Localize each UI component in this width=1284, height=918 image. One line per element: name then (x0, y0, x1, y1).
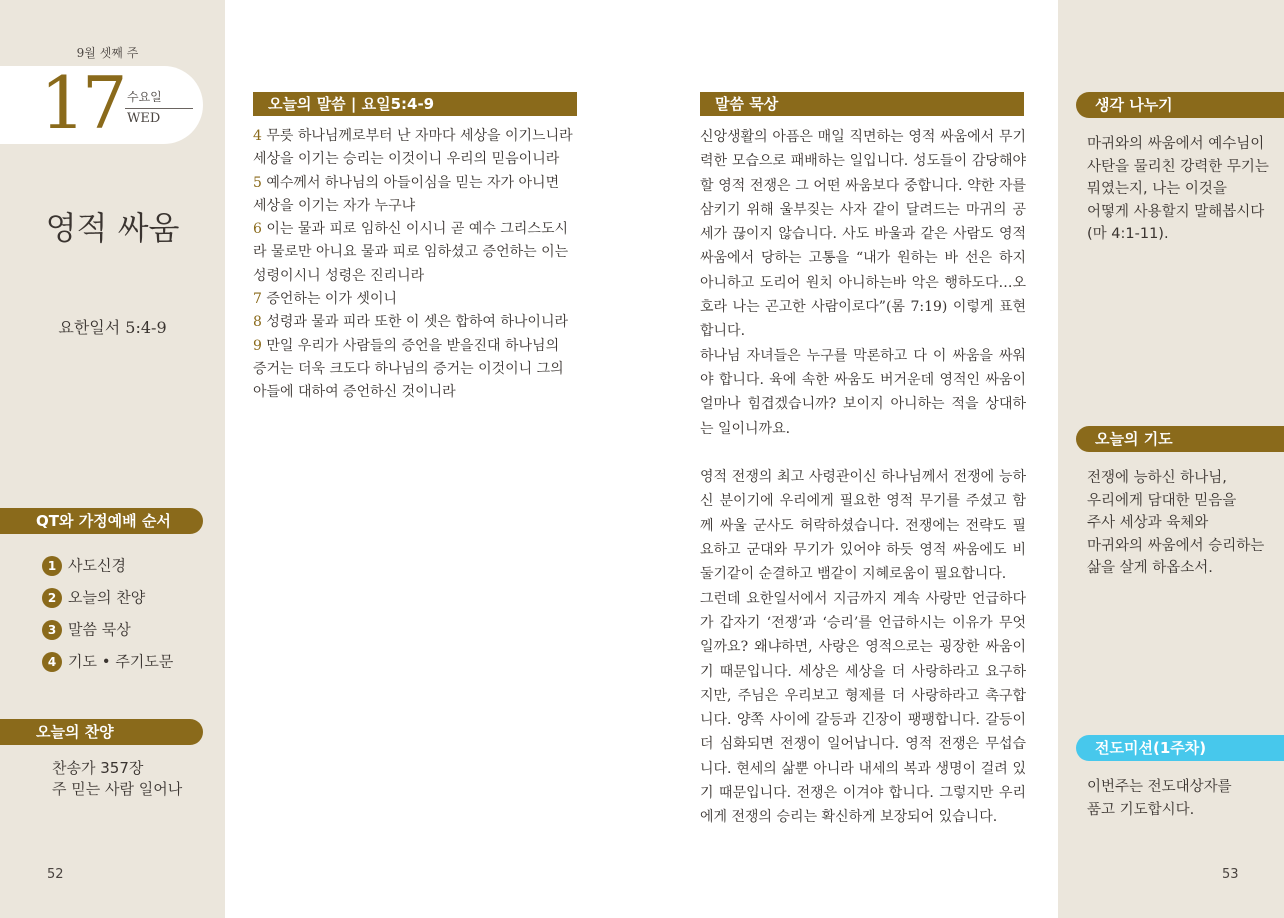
order-item (42, 586, 145, 608)
verse-number: 8 (253, 314, 262, 331)
verse-item (253, 291, 397, 307)
prayer-line: 주사 세상과 육체와 (1087, 515, 1209, 531)
verse-list (253, 125, 577, 405)
verse-item (253, 314, 568, 330)
order-item-label: 말씀 묵상 (68, 620, 131, 639)
order-number-badge: 4 (42, 652, 62, 672)
share-heading: 생각 나누기 (1076, 92, 1284, 118)
order-item-label: 기도 • 주기도문 (68, 652, 174, 671)
prayer-line: 전쟁에 능하신 하나님, (1087, 470, 1227, 486)
mission-text (1087, 776, 1277, 821)
verse-item (253, 221, 568, 284)
meditation-paragraph: 신앙생활의 아픔은 매일 직면하는 영적 싸움에서 무기력한 모습으로 패배하는 일입니다. 성도들이 감당해야 할 영적 전쟁은 그 어떤 싸움보다 중합니다. 약한 자를 삼키기 위해 울부짖는 사자 같이 달려드는 마귀의 공세가 끊이지 않습니다. 사도 바울과 같은 사람도 영적 싸움에서 당하는 고통을 “내가 원하는 바 선은 하지 아니하고 도리어 원치 아니하는바 악은 행하도다…오호라 나는 곤고한 사람이로다”(롬 7:19) 이렇게 표현합니다. (700, 129, 1026, 340)
order-item (42, 618, 131, 640)
order-heading: QT와 가정예배 순서 (0, 508, 203, 534)
order-number-badge: 2 (42, 588, 62, 608)
page-number-right: 53 (1222, 867, 1239, 882)
hymn-heading: 오늘의 찬양 (0, 719, 203, 745)
mission-line: 이번주는 전도대상자를 (1087, 779, 1232, 795)
weekday-divider (125, 108, 193, 109)
prayer-heading: 오늘의 기도 (1076, 426, 1284, 452)
date-badge (0, 61, 203, 145)
weekday-english: WED (127, 111, 161, 126)
share-line: 사탄을 물리친 강력한 무기는 (1087, 158, 1269, 175)
meditation-paragraph: 하나님 자녀들은 누구를 막론하고 다 이 싸움을 싸워야 합니다. 육에 속한 싸움도 버거운데 영적인 싸움이 얼마나 힘겹겠습니까? 보이지 아니하는 적을 상대하는 일이니까요. (700, 347, 1026, 437)
order-item-label: 사도신경 (68, 556, 126, 575)
share-line: 뭐였는지, 나는 이것을 (1087, 181, 1227, 197)
prayer-line: 삶을 살게 하옵소서. (1087, 560, 1213, 576)
day-number: 17 (40, 61, 124, 145)
verse-heading: 오늘의 말씀 | 요일5:4-9 (253, 92, 577, 116)
scripture-reference: 요한일서 5:4-9 (58, 318, 167, 337)
order-item (42, 650, 173, 672)
hymn-title: 주 믿는 사람 일어나 (52, 780, 183, 798)
verse-number: 4 (253, 128, 262, 144)
share-line: (마 4:1-11). (1087, 226, 1169, 242)
verse-number: 7 (253, 291, 262, 308)
verse-text: 이는 물과 피로 임하신 이시니 곧 예수 그리스도시라 물로만 아니요 물과 피로 임하셨고 증언하는 이는 성령이시니 성령은 진리니라 (253, 221, 569, 284)
page-number-left: 52 (47, 867, 64, 882)
weekday-korean: 수요일 (127, 90, 162, 104)
share-line: 어떻게 사용할지 말해봅시다 (1087, 203, 1265, 220)
mission-line: 품고 기도합시다. (1087, 801, 1195, 818)
mission-heading: 전도미션(1주차) (1076, 735, 1284, 761)
page-title: 영적 싸움 (45, 209, 180, 247)
verse-text: 예수께서 하나님의 아들이심을 믿는 자가 아니면 세상을 이기는 자가 누구냐 (253, 174, 560, 214)
meditation-paragraph: 그런데 요한일서에서 지금까지 계속 사랑만 언급하다가 갑자기 ‘전쟁’과 ‘승리’를 언급하시는 이유가 무엇일까요? 왜냐하면, 사랑은 영적으로는 굉장한 싸움이기 때문입니다. 세상은 세상을 더 사랑하라고 요구하지만, 주님은 우리보고 형제를 더 사랑하라고 촉구합니다. 양쪽 사이에 갈등과 긴장이 팽팽합니다. 갈등이 더 심화되면 전쟁이 일어납니다. 영적 전쟁은 무섭습니다. 현세의 삶뿐 아니라 내세의 복과 생명이 걸려 있기 때문입니다. 전쟁은 이겨야 합니다. 그렇지만 우리에게 전쟁의 승리는 확신하게 보장되어 있습니다. (700, 590, 1026, 826)
verse-item (253, 175, 559, 214)
prayer-line: 우리에게 담대한 믿음을 (1087, 492, 1237, 509)
week-label: 9월 셋째 주 (76, 46, 139, 60)
verse-item (253, 338, 564, 401)
left-sidebar (0, 0, 225, 918)
verse-text: 만일 우리가 사람들의 증언을 받을진대 하나님의 증거는 더욱 크도다 하나님의 증거는 이것이니 그의 아들에 대하여 증언하신 것이니라 (253, 337, 564, 401)
verse-number: 9 (253, 337, 262, 354)
hymn-number: 찬송가 357장 (52, 759, 144, 777)
verse-text: 증언하는 이가 셋이니 (261, 291, 397, 308)
meditation-body (700, 125, 1026, 830)
meditation-paragraph: 영적 전쟁의 최고 사령관이신 하나님께서 전쟁에 능하신 분이기에 우리에게 필요한 영적 무기를 주셨고 함께 싸울 군사도 허락하셨습니다. 전쟁에는 전략도 필요하고 군대와 무기가 있어야 하듯 영적 싸움에도 비둘기같이 순결하고 뱀같이 지혜로움이 필요합니다. (700, 469, 1026, 583)
verse-number: 5 (253, 174, 262, 191)
verse-item (253, 128, 573, 167)
order-item-label: 오늘의 찬양 (68, 588, 146, 607)
share-text (1087, 133, 1277, 246)
verse-text: 성령과 물과 피라 또한 이 셋은 합하여 하나이니라 (261, 314, 569, 331)
order-number-badge: 1 (42, 556, 62, 576)
verse-text: 무릇 하나님께로부터 난 자마다 세상을 이기느니라 세상을 이기는 승리는 이것이니 우리의 믿음이니라 (253, 128, 573, 168)
order-number-badge: 3 (42, 620, 62, 640)
share-line: 마귀와의 싸움에서 예수님이 (1087, 136, 1265, 152)
prayer-line: 마귀와의 싸움에서 승리하는 (1087, 537, 1265, 554)
meditation-heading: 말씀 묵상 (700, 92, 1024, 116)
verse-number: 6 (253, 221, 262, 238)
prayer-text (1087, 467, 1277, 580)
order-item (42, 554, 126, 576)
